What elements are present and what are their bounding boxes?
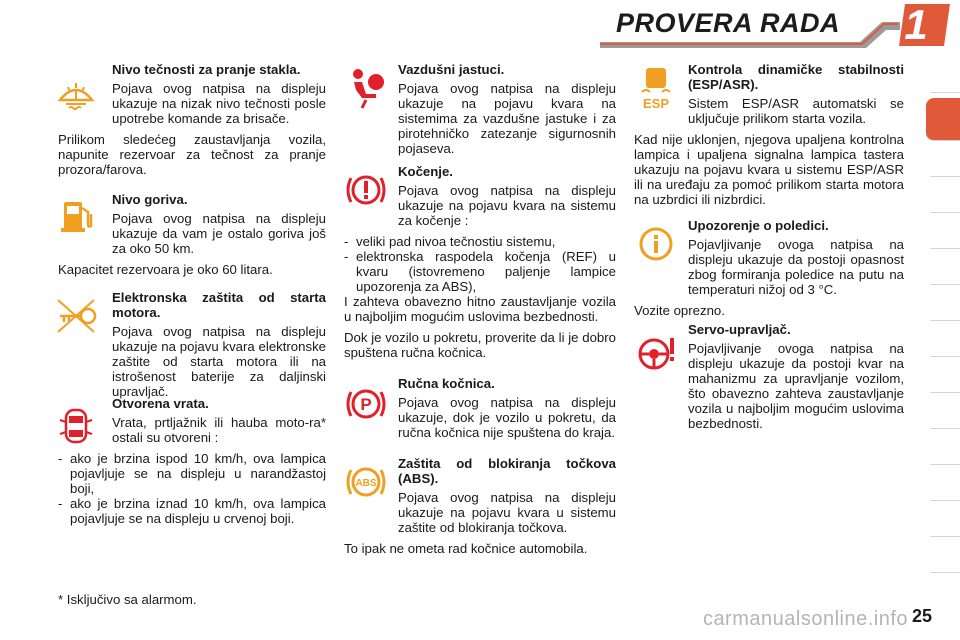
immobiliser-key-icon xyxy=(52,292,100,340)
side-tab[interactable] xyxy=(930,506,960,537)
side-tab[interactable] xyxy=(930,542,960,573)
section-title: Ručna kočnica. xyxy=(398,376,495,391)
paragraph: Pojavljivanje ovoga natpisa na displeju ukazuje da postoji kvar na mahanizmu za upravljanje vozilom, što obavezno zahteva zaustavljanje vozila u najboljim mogućim uslovima bezbednosti. xyxy=(688,341,904,431)
side-tab[interactable] xyxy=(930,362,960,393)
paragraph: I zahteva obavezno hitno zaustavljanje vozila u najboljim mogućim uslovima bezbednosti. xyxy=(344,294,616,324)
section-braking xyxy=(344,164,616,366)
side-tabs xyxy=(926,62,960,572)
brake-warning-icon xyxy=(342,166,390,214)
section-title: Nivo tečnosti za pranje stakla. xyxy=(112,62,301,77)
side-tab[interactable] xyxy=(930,62,960,93)
paragraph: Vrata, prtljažnik ili hauba moto-ra* ostali su otvoreni : xyxy=(112,415,326,445)
section-ice-warning xyxy=(634,218,904,324)
paragraph: Dok je vozilo u pokretu, proverite da li je dobro spuštena ručna kočnica. xyxy=(344,330,616,360)
paragraph: Pojava ovog natpisa na displeju ukazuje na pojavu kvara na sistemu za kočenje : xyxy=(398,183,616,228)
paragraph: Pojava ovog natpisa na displeju ukazuje na pojavu kvara na sistemima za vazdušne jastuke i za pirotehničko zatezanje sigurnosnih pojaseva. xyxy=(398,81,616,156)
list-item: - elektronska raspodela kočenja (REF) u kvaru (istovremeno paljenje lampice upozorenja za ABS), xyxy=(344,249,616,294)
side-tab[interactable] xyxy=(930,290,960,321)
side-tab[interactable] xyxy=(930,398,960,429)
section-title: Otvorena vrata. xyxy=(112,396,209,411)
page-title: PROVERA RADA xyxy=(615,8,840,38)
paragraph: Pojava ovog natpisa na displeju ukazuje na nizak nivo tečnosti posle upotrebe komande za brisače. xyxy=(112,81,326,126)
side-tab[interactable] xyxy=(930,254,960,285)
power-steering-icon xyxy=(632,328,680,376)
paragraph: To ipak ne ometa rad kočnice automobila. xyxy=(344,541,588,556)
svg-text:ABS: ABS xyxy=(355,478,377,489)
chapter-number: 1 xyxy=(904,1,928,48)
section-title: Nivo goriva. xyxy=(112,192,188,207)
section-fuel-level xyxy=(58,192,326,283)
side-tab[interactable] xyxy=(930,218,960,249)
abs-icon xyxy=(342,458,390,506)
paragraph: Pojavljivanje ovoga natpisa na displeju ukazuje da postoji opasnost zbog formiranja poledice na putu na temperaturi nižoj od 3 °C. xyxy=(688,237,904,297)
section-title: Kočenje. xyxy=(398,164,453,179)
paragraph: Vozite oprezno. xyxy=(634,303,725,318)
side-tab[interactable] xyxy=(930,146,960,177)
section-title: Vazdušni jastuci. xyxy=(398,62,505,77)
paragraph: Pojava ovog natpisa na displeju ukazuje, dok je vozilo u pokretu, da ručna kočnica nije spuštena do kraja. xyxy=(398,395,616,440)
windscreen-washer-icon xyxy=(52,70,100,118)
airbag-icon xyxy=(342,64,390,112)
section-title: Servo-upravljač. xyxy=(688,322,791,337)
paragraph: Pojava ovog natpisa na displeju ukazuje da vam je ostalo goriva još za oko 50 km. xyxy=(112,211,326,256)
side-tab-active[interactable] xyxy=(926,98,960,141)
watermark: carmanualsonline.info xyxy=(702,608,908,630)
section-airbags xyxy=(344,62,616,162)
section-parking-brake xyxy=(344,376,616,446)
section-title: Zaštita od blokiranja točkova (ABS). xyxy=(398,456,616,486)
svg-text:ESP: ESP xyxy=(642,96,670,111)
side-tab[interactable] xyxy=(930,434,960,465)
section-washer-fluid xyxy=(58,62,326,183)
svg-text:P: P xyxy=(360,395,372,414)
parking-brake-icon xyxy=(342,380,390,428)
paragraph: Pojava ovog natpisa na displeju ukazuje na pojavu kvara u sistemu zaštite od blokiranja točkova. xyxy=(398,490,616,535)
esp-icon xyxy=(632,64,680,112)
page-number: 25 xyxy=(911,606,932,626)
footnote: * Isključivo sa alarmom. xyxy=(58,592,197,607)
section-power-steering xyxy=(634,322,904,437)
list-item: - veliki pad nivoa tečnostiu sistemu, xyxy=(344,234,556,249)
paragraph: Pojava ovog natpisa na displeju ukazuje na pojavu kvara elektronske zaštite od starta motora ili na istrošenost baterije za daljinski upravljač. xyxy=(112,324,326,399)
section-immobiliser xyxy=(58,290,326,405)
section-title: Elektronska zaštita od starta motora. xyxy=(112,290,326,320)
section-title: Kontrola dinamičke stabilnosti (ESP/ASR). xyxy=(688,62,904,92)
list-item: - ako je brzina ispod 10 km/h, ova lampica pojavljuje se na displeju u narandžastoj boji, xyxy=(58,451,326,496)
fuel-pump-icon xyxy=(54,192,102,240)
section-abs xyxy=(344,456,616,562)
paragraph: Kapacitet rezervoara je oko 60 litara. xyxy=(58,262,273,277)
side-tab[interactable] xyxy=(930,326,960,357)
info-icon xyxy=(632,220,680,268)
open-door-icon xyxy=(52,402,100,450)
section-title: Upozorenje o poledici. xyxy=(688,218,829,233)
list-item: - ako je brzina iznad 10 km/h, ova lampica pojavljuje se na displeju u crvenoj boji. xyxy=(58,496,326,526)
side-tab[interactable] xyxy=(930,182,960,213)
section-esp xyxy=(634,62,904,213)
side-tab[interactable] xyxy=(930,470,960,501)
paragraph: Sistem ESP/ASR automatski se uključuje prilikom starta vozila. xyxy=(688,96,904,126)
paragraph: Kad nije uklonjen, njegova upaljena kontrolna lampica i upaljena signalna lampica tastera ukazuju na pojavu kvara u sistemu ESP/ASR ili na uređaju za pomoć prilikom starta motora na uzbrdici ili nizbrdici. xyxy=(634,132,904,207)
section-open-door xyxy=(58,396,326,526)
paragraph: Prilikom sledećeg zaustavljanja vozila, napunite rezervoar za tečnost za pranje prozora/farova. xyxy=(58,132,326,177)
